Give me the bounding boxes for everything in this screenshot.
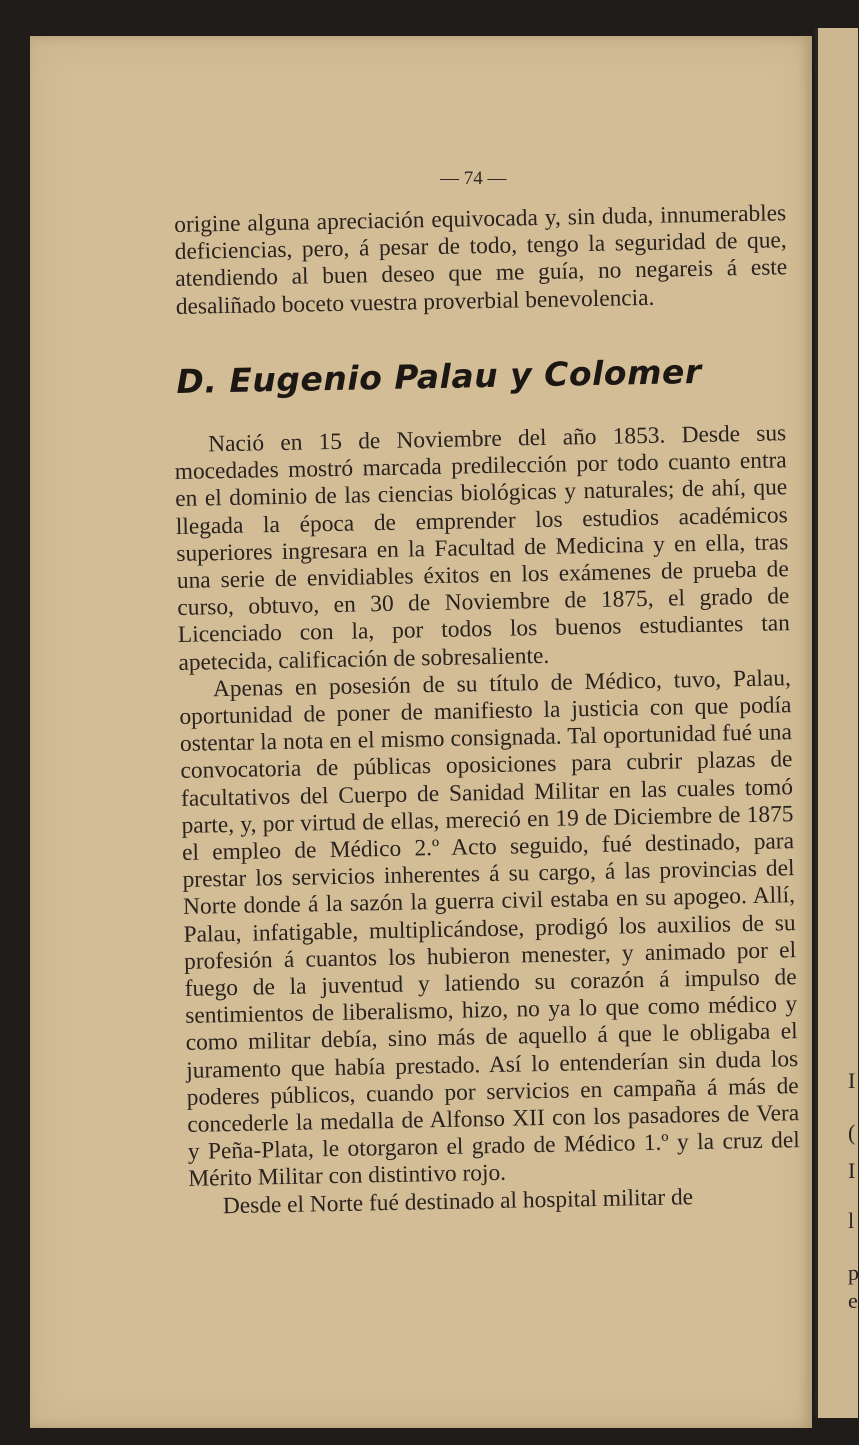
adjacent-page-fragment: p <box>848 1260 859 1285</box>
intro-paragraph: origine alguna apreciación equivocada y, sin duda, innumerables deficiencias, pero, á pesar de todo, tengo la seguridad de que, atendiendo al buen deseo que me guía, no negareis á este desaliñado boceto vuestra proverbial benevolencia. <box>174 200 788 320</box>
adjacent-page-fragment: ( <box>848 1120 856 1145</box>
body-paragraph-1: Nació en 15 de Noviembre del año 1853. Desde sus mocedades mostró marcada predilección por todo cuanto entra en el dominio de las ciencias biológicas y naturales; de ahí, que llegada la época de emprender los estudios académicos superiores ingresara en la Facultad de Medicina y en ella, tras una serie de envidiables éxitos en los exámenes de prueba de curso, obtuvo, en 30 de Noviembre de 1875, el grado de Licenciado con la, por todos los buenos estudiantes tan apetecida, calificación de sobresaliente. <box>174 420 791 676</box>
adjacent-page-fragment: l <box>848 1208 855 1233</box>
intro-text-block <box>174 200 788 321</box>
section-heading: D. Eugenio Palau y Colomer <box>176 351 702 401</box>
body-paragraph-3: Desde el Norte fué destinado al hospital militar de <box>222 1183 694 1219</box>
adjacent-page-fragment: I <box>848 1068 856 1093</box>
adjacent-page-fragment: I <box>848 1158 856 1183</box>
adjacent-page-edge <box>815 28 858 1418</box>
body-text-block <box>174 420 801 1220</box>
adjacent-page-fragment: e <box>848 1288 858 1313</box>
page-number: — 74 — <box>440 168 507 189</box>
body-paragraph-2: Apenas en posesión de su título de Médico, tuvo, Palau, oportunidad de poner de manifiesto la justicia con que podía ostentar la nota en el mismo consignada. Tal oportunidad fué una convocatoria de públicas oposiciones para cubrir plazas de facultativos del Cuerpo de Sanidad Militar en las cuales tomó parte, y, por virtud de ellas, mereció en 19 de Diciembre de 1875 el empleo de Médico 2.º Acto seguido, fué destinado, para prestar los servicios inherentes á su cargo, á las provincias del Norte donde á la sazón la guerra civil estaba en su apogeo. Allí, Palau, infatigable, multiplicándose, prodigó los auxilios de su profesión á cuantos los hubieron menester, y animado por el fuego de la juventud y latiendo su corazón á impulso de sentimientos de liberalismo, hizo, no ya lo que como médico y como militar debía, sino más de aquello á que le obligaba el juramento que había prestado. Así lo entenderían sin duda los poderes públicos, cuando por servicios en campaña á más de concederle la medalla de Alfonso XII con los pasadores de Vera y Peña-Plata, le otorgaron el grado de Médico 1.º y la cruz del Mérito Militar con distintivo rojo. <box>179 665 800 1193</box>
